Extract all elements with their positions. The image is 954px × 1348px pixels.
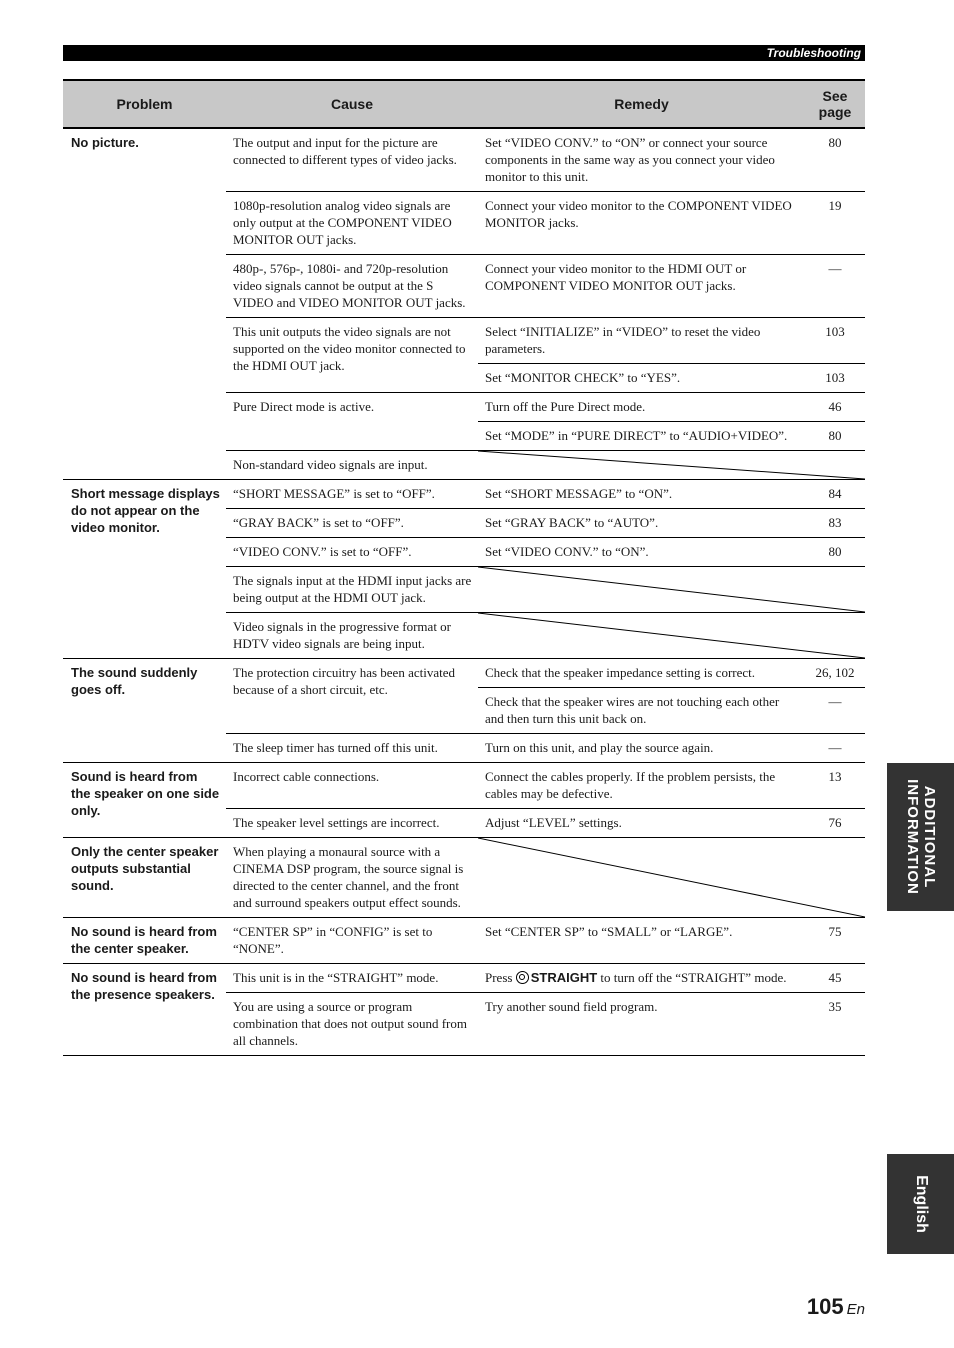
- page-ref-cell: 19: [805, 192, 865, 255]
- page-number: [807, 1294, 865, 1320]
- problem-cell: Short message displays do not appear on the video monitor.: [63, 480, 226, 659]
- remedy-cell: Check that the speaker impedance setting is correct.: [478, 659, 805, 688]
- language-tab: [887, 1154, 954, 1254]
- not-applicable-cell: [478, 838, 865, 918]
- remedy-cell: Connect your video monitor to the COMPONENT VIDEO MONITOR jacks.: [478, 192, 805, 255]
- diagonal-line: [478, 613, 865, 658]
- remedy-cell: [478, 964, 805, 993]
- straight-key-label: STRAIGHT: [530, 970, 598, 985]
- page-ref-cell: 103: [805, 318, 865, 364]
- page-number-value: 105: [806, 1294, 844, 1319]
- diagonal-line: [478, 451, 865, 479]
- column-header-remedy: Remedy: [478, 80, 805, 128]
- table-row: [63, 128, 865, 192]
- page-ref-cell: —: [805, 688, 865, 734]
- straight-key-icon: [516, 971, 529, 984]
- cause-cell: The speaker level settings are incorrect.: [226, 809, 478, 838]
- page-ref-cell: 26, 102: [805, 659, 865, 688]
- table-row: [63, 964, 865, 993]
- table-row: [63, 918, 865, 964]
- page-ref-cell: 76: [805, 809, 865, 838]
- not-applicable-cell: [478, 451, 865, 480]
- remedy-cell: Set “MODE” in “PURE DIRECT” to “AUDIO+VIDEO”.: [478, 422, 805, 451]
- remedy-cell: Set “VIDEO CONV.” to “ON” or connect your source components in the same way as you connect your video monitor to this unit.: [478, 128, 805, 192]
- remedy-cell: Adjust “LEVEL” settings.: [478, 809, 805, 838]
- page-ref-cell: 80: [805, 422, 865, 451]
- remedy-cell: Select “INITIALIZE” in “VIDEO” to reset the video parameters.: [478, 318, 805, 364]
- remedy-cell: Turn on this unit, and play the source again.: [478, 734, 805, 763]
- page-ref-cell: 80: [805, 128, 865, 192]
- section-tab: [887, 763, 954, 911]
- language-tab-label: English: [912, 1175, 930, 1233]
- section-header: Troubleshooting: [766, 46, 861, 60]
- remedy-cell: Check that the speaker wires are not touching each other and then turn this unit back on.: [478, 688, 805, 734]
- remedy-cell: Set “VIDEO CONV.” to “ON”.: [478, 538, 805, 567]
- remedy-suffix: to turn off the “STRAIGHT” mode.: [600, 970, 787, 985]
- page-lang-code: En: [846, 1301, 865, 1318]
- cause-cell: The protection circuitry has been activated because of a short circuit, etc.: [226, 659, 478, 734]
- section-tab-label: ADDITIONAL INFORMATION: [903, 779, 938, 895]
- column-header-see-page: See page: [805, 80, 865, 128]
- problem-cell: No sound is heard from the presence speakers.: [63, 964, 226, 1056]
- problem-cell: No sound is heard from the center speaker.: [63, 918, 226, 964]
- page-ref-cell: —: [805, 255, 865, 318]
- diagonal-line: [478, 567, 865, 612]
- table-row: [63, 838, 865, 918]
- problem-cell: Sound is heard from the speaker on one side only.: [63, 763, 226, 838]
- cause-cell: When playing a monaural source with a CINEMA DSP program, the source signal is directed to the center channel, and the front and surround speakers output effect sounds.: [226, 838, 478, 918]
- page-ref-cell: —: [805, 734, 865, 763]
- remedy-prefix: Press: [485, 970, 513, 985]
- page-ref-cell: 83: [805, 509, 865, 538]
- cause-cell: The sleep timer has turned off this unit.: [226, 734, 478, 763]
- remedy-cell: Set “GRAY BACK” to “AUTO”.: [478, 509, 805, 538]
- cause-cell: “CENTER SP” in “CONFIG” is set to “NONE”.: [226, 918, 478, 964]
- remedy-cell: Turn off the Pure Direct mode.: [478, 393, 805, 422]
- table-row: [63, 763, 865, 809]
- remedy-cell: Connect your video monitor to the HDMI OUT or COMPONENT VIDEO MONITOR OUT jacks.: [478, 255, 805, 318]
- not-applicable-cell: [478, 613, 865, 659]
- page-ref-cell: 75: [805, 918, 865, 964]
- page-ref-cell: 13: [805, 763, 865, 809]
- remedy-cell: Connect the cables properly. If the problem persists, the cables may be defective.: [478, 763, 805, 809]
- troubleshooting-table: [63, 79, 865, 1056]
- page-ref-cell: 80: [805, 538, 865, 567]
- cause-cell: Pure Direct mode is active.: [226, 393, 478, 451]
- table-row: [63, 659, 865, 688]
- cause-cell: “SHORT MESSAGE” is set to “OFF”.: [226, 480, 478, 509]
- cause-cell: The signals input at the HDMI input jacks are being output at the HDMI OUT jack.: [226, 567, 478, 613]
- remedy-cell: Set “SHORT MESSAGE” to “ON”.: [478, 480, 805, 509]
- page-ref-cell: 84: [805, 480, 865, 509]
- cause-cell: Incorrect cable connections.: [226, 763, 478, 809]
- problem-cell: No picture.: [63, 128, 226, 480]
- remedy-cell: Set “MONITOR CHECK” to “YES”.: [478, 364, 805, 393]
- cause-cell: Video signals in the progressive format or HDTV video signals are being input.: [226, 613, 478, 659]
- cause-cell: 480p-, 576p-, 1080i- and 720p-resolution video signals cannot be output at the S VIDEO and VIDEO MONITOR OUT jacks.: [226, 255, 478, 318]
- column-header-problem: Problem: [63, 80, 226, 128]
- header-bar: [63, 45, 865, 61]
- not-applicable-cell: [478, 567, 865, 613]
- table-header-row: [63, 80, 865, 128]
- cause-cell: The output and input for the picture are connected to different types of video jacks.: [226, 128, 478, 192]
- table-row: [63, 480, 865, 509]
- remedy-cell: Try another sound field program.: [478, 993, 805, 1056]
- cause-cell: This unit outputs the video signals are not supported on the video monitor connected to the HDMI OUT jack.: [226, 318, 478, 393]
- cause-cell: You are using a source or program combination that does not output sound from all channels.: [226, 993, 478, 1056]
- cause-cell: 1080p-resolution analog video signals are only output at the COMPONENT VIDEO MONITOR OUT jacks.: [226, 192, 478, 255]
- diagonal-line: [478, 838, 865, 917]
- page-ref-cell: 103: [805, 364, 865, 393]
- page-ref-cell: 46: [805, 393, 865, 422]
- remedy-cell: Set “CENTER SP” to “SMALL” or “LARGE”.: [478, 918, 805, 964]
- column-header-cause: Cause: [226, 80, 478, 128]
- problem-cell: The sound suddenly goes off.: [63, 659, 226, 763]
- cause-cell: This unit is in the “STRAIGHT” mode.: [226, 964, 478, 993]
- cause-cell: “VIDEO CONV.” is set to “OFF”.: [226, 538, 478, 567]
- page-ref-cell: 35: [805, 993, 865, 1056]
- problem-cell: Only the center speaker outputs substantial sound.: [63, 838, 226, 918]
- cause-cell: Non-standard video signals are input.: [226, 451, 478, 480]
- cause-cell: “GRAY BACK” is set to “OFF”.: [226, 509, 478, 538]
- page-ref-cell: 45: [805, 964, 865, 993]
